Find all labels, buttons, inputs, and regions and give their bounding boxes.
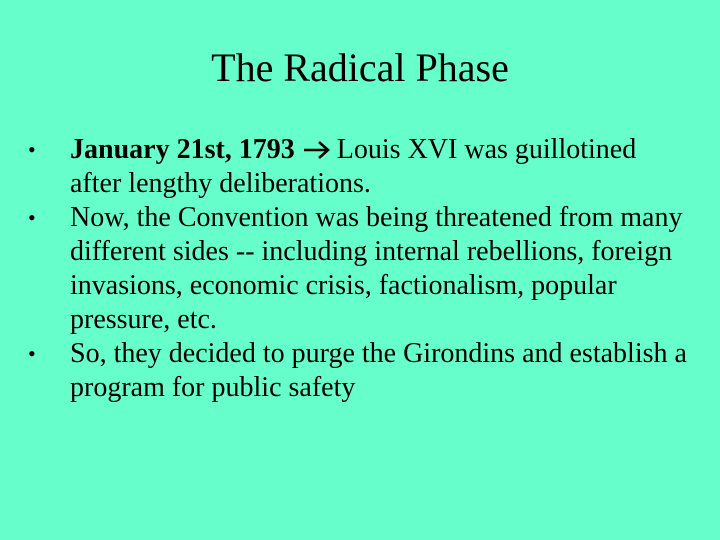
bullet-marker: •	[28, 137, 36, 162]
bullet-marker: •	[28, 341, 36, 366]
bullet-item-purge	[28, 337, 688, 405]
bullet-text: Now, the Convention was being threatened from many different sides -- including internal rebellions, foreign invasions, economic crisis, factionalism, popular pressure, etc.	[70, 202, 683, 335]
bullet-text: So, they decided to purge the Girondins and establish a program for public safety	[70, 338, 687, 403]
bullet-text: Louis XVI was guillotined after lengthy deliberations.	[70, 134, 637, 199]
slide-title: The Radical Phase	[211, 45, 509, 90]
bullet-date: January 21st, 1793	[70, 134, 295, 165]
bullet-list	[28, 133, 688, 405]
bullet-item-threats	[28, 201, 688, 337]
bullet-item-execution	[28, 133, 688, 201]
bullet-marker: •	[28, 205, 36, 230]
right-arrow-icon	[303, 140, 331, 160]
